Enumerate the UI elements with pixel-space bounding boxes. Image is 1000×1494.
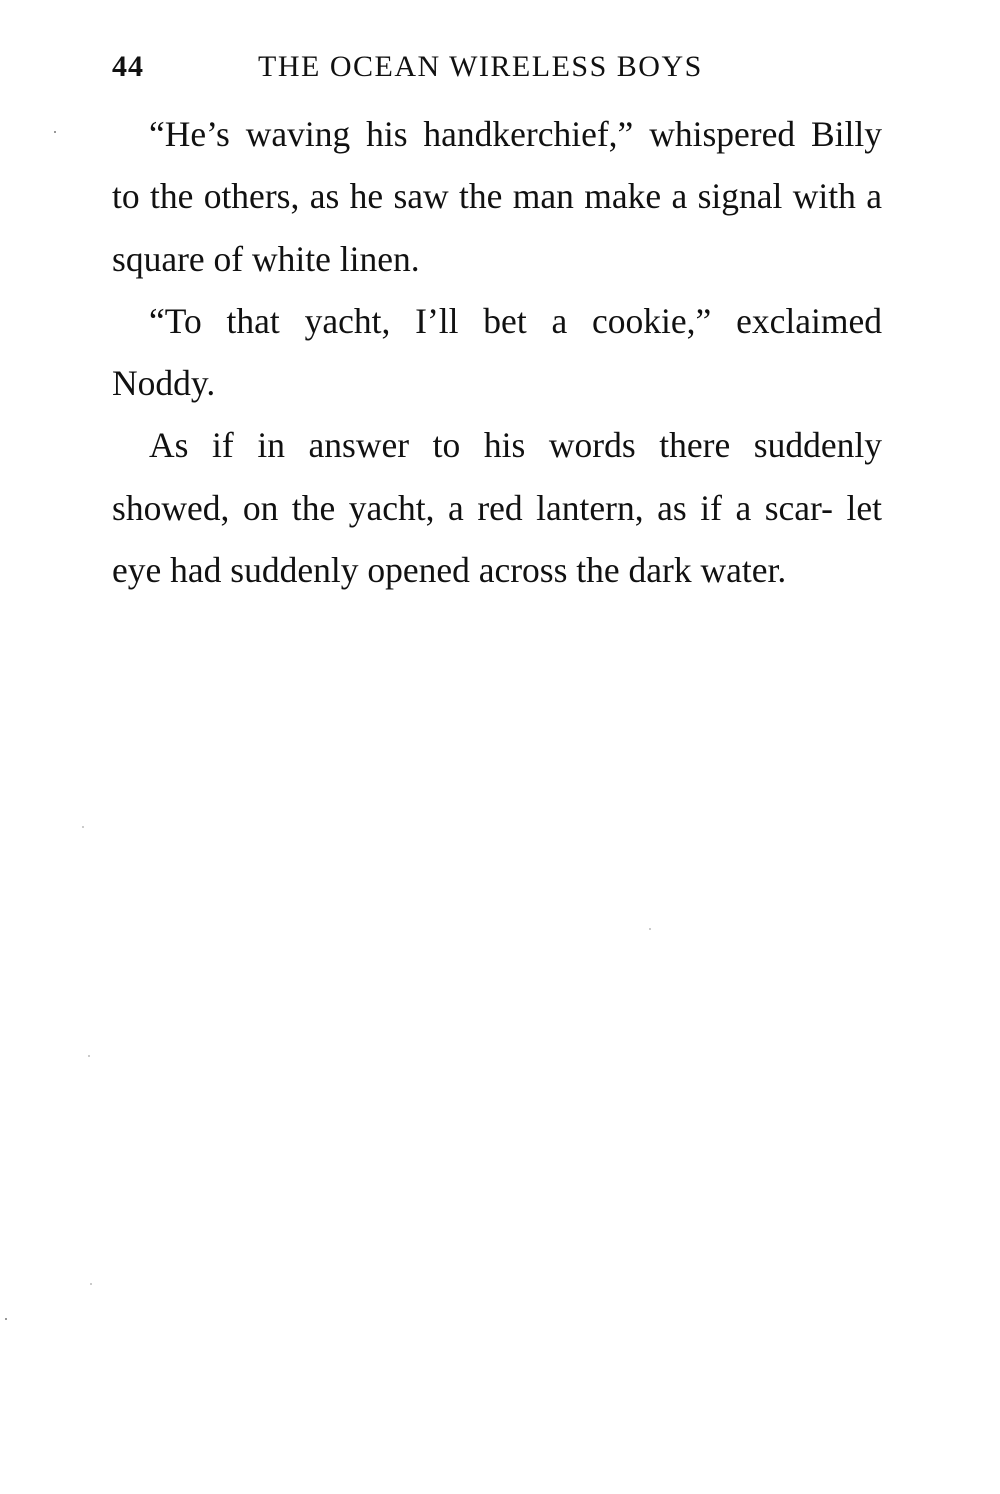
running-head [112, 50, 882, 90]
scan-speck [649, 928, 651, 930]
body-text [112, 103, 882, 601]
scan-speck [90, 1283, 92, 1285]
paragraph-3: As if in answer to his words there suddenly showed, on the yacht, a red lantern, as if a scar- let eye had suddenly opened across the dark water. [112, 425, 882, 591]
scan-speck [5, 1318, 7, 1320]
page-number: 44 [112, 50, 144, 83]
paragraph-1: “He’s waving his handkerchief,” whispered Billy to the others, as he saw the man make a signal with a square of white linen. [112, 114, 882, 279]
paragraph-2: “To that yacht, I’ll bet a cookie,” exclaimed Noddy. [112, 300, 882, 404]
scan-speck [54, 131, 56, 133]
scan-speck [82, 826, 84, 828]
scan-speck [88, 1055, 90, 1057]
book-title: THE OCEAN WIRELESS BOYS [258, 50, 703, 83]
